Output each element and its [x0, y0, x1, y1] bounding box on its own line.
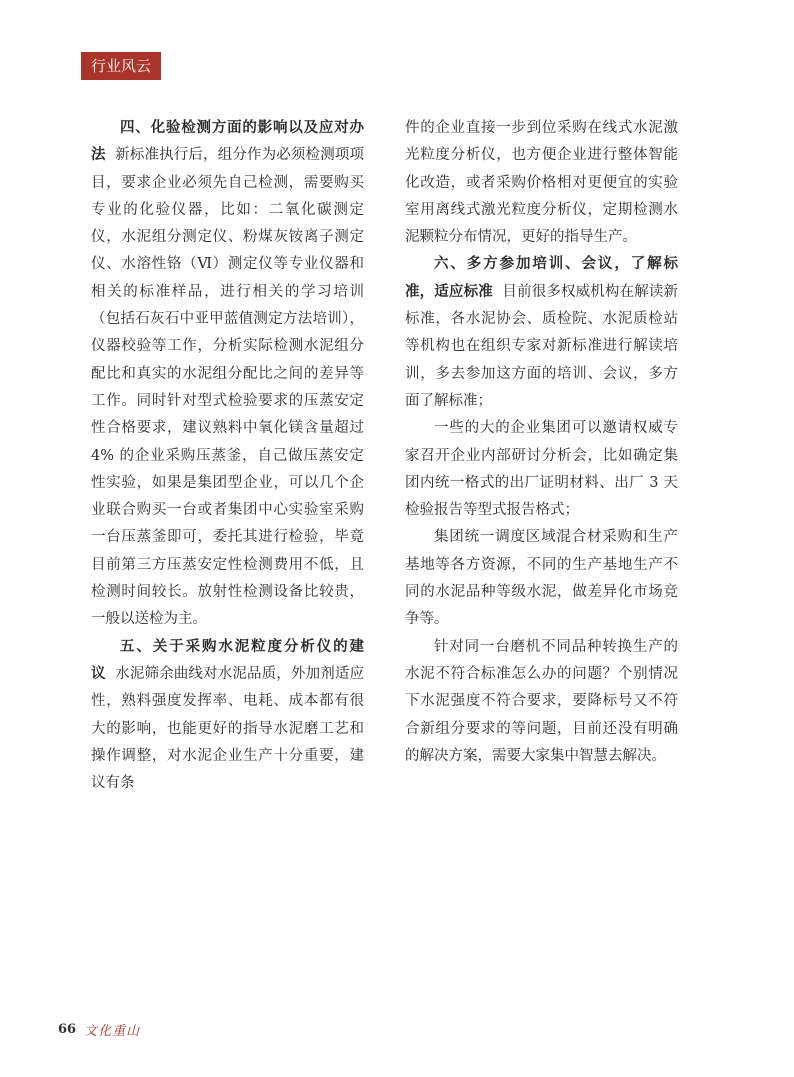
heading-training: 六、多方参加培训、会议，了解标准，适应标准 [405, 256, 678, 300]
right-column [405, 115, 678, 770]
left-column [91, 115, 364, 797]
paragraph-group-dispatch: 集团统一调度区域混合材采购和生产基地等各方资源，不同的生产基地生产不同的水泥品种等级水泥，做差异化市场竞争等。 [405, 529, 678, 628]
paragraph-analyzer-body: 水泥筛余曲线对水泥品质，外加剂适应性，熟料强度发挥率、电耗、成本都有很大的影响，也能更好的指导水泥磨工艺和操作调整，对水泥企业生产十分重要，建议有条 [91, 665, 365, 792]
heading-testing: 四、化验检测方面的影响以及应对办法 [91, 120, 364, 164]
paragraph-mill-switch: 针对同一台磨机不同品种转换生产的水泥不符合标准怎么办的问题？个别情况下水泥强度不符合要求，要降标号又不符合新组分要求的等问题，目前还没有明确的解决方案，需要大家集中智慧去解决。 [405, 638, 678, 764]
magazine-logo: 文化重山 [84, 1023, 141, 1039]
paragraph-analyzer [91, 634, 364, 798]
page-number: 66 [58, 1021, 77, 1037]
paragraph-testing [91, 115, 364, 634]
paragraph-testing-body: 新标准执行后，组分作为必须检测项项目，要求企业必须先自己检测，需要购买专业的化验仪器，比如：二氧化碳测定仪，水泥组分测定仪、粉煤灰铵离子测定仪、水溶性铬（Ⅵ）测定仪等专业仪器和相关的标准样品，进行相关的学习培训（包括石灰石中亚甲蓝值测定方法培训），仪器校验等工作，分析实际检测水泥组分配比和真实的水泥组分配比之间的差异等工作。同时针对型式检验要求的压蒸安定性合格要求，建议熟料中氧化镁含量超过 4% 的企业采购压蒸釜，自己做压蒸安定性实验，如果是集团型企业，可以几个企业联合购买一台或者集团中心实验室采购一台压蒸釜即可，委托其进行检验，毕竟目前第三方压蒸安定性检测费用不低，且检测时间较长。放射性检测设备比较贵，一般以送检为主。 [91, 147, 365, 628]
section-tag: 行业风云 [81, 52, 161, 80]
paragraph-training [405, 251, 678, 415]
paragraph-training-body: 目前很多权威机构在解读新标准，各水泥协会、质检院、水泥质检站等机构也在组织专家对新标准进行解读培训，多去参加这方面的培训、会议，多方面了解标准； [405, 283, 679, 409]
heading-analyzer: 五、关于采购水泥粒度分析仪的建议 [91, 638, 364, 682]
paragraph-analyzer-continued: 件的企业直接一步到位采购在线式水泥激光粒度分析仪，也方便企业进行整体智能化改造，或者采购价格相对更便宜的实验室用离线式激光粒度分析仪，定期检测水泥颗粒分布情况，更好的指导生产。 [405, 120, 678, 246]
page-footer [58, 1018, 140, 1040]
paragraph-group-seminar: 一些的大的企业集团可以邀请权威专家召开企业内部研讨分析会，比如确定集团内统一格式的出厂证明材料、出厂 3 天检验报告等型式报告格式； [405, 420, 678, 519]
